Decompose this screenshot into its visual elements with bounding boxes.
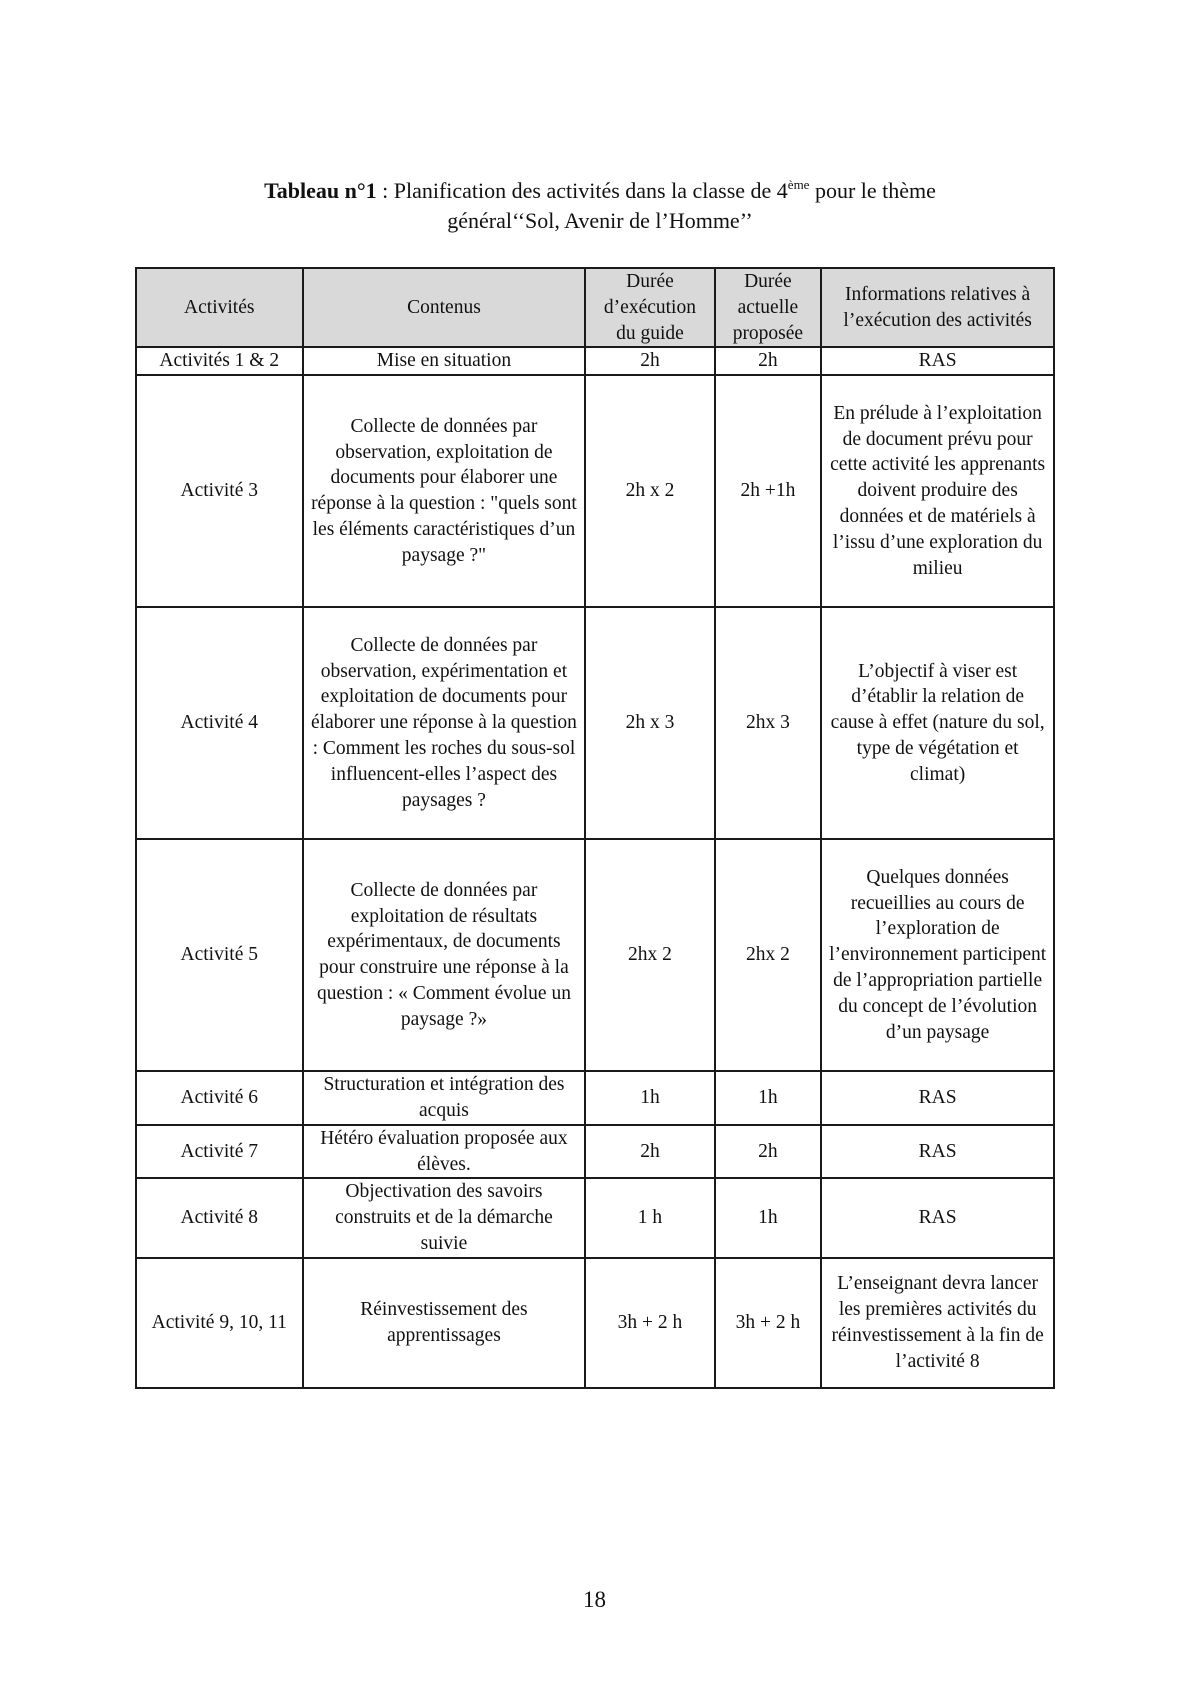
cell-activite: Activité 7 [136, 1125, 303, 1179]
cell-informations: RAS [821, 1071, 1054, 1125]
cell-contenu: Objectivation des savoirs construits et de la démarche suivie [303, 1178, 586, 1257]
table-row [136, 1178, 1054, 1257]
cell-duree-guide: 1h [585, 1071, 714, 1125]
header-activites: Activités [136, 268, 303, 347]
cell-informations: L’enseignant devra lancer les premières activités du réinvestissement à la fin de l’activité 8 [821, 1258, 1054, 1388]
cell-duree-actuelle: 2hx 3 [715, 607, 822, 839]
caption-label: Tableau n°1 [264, 178, 377, 203]
cell-duree-actuelle: 2h [715, 347, 822, 375]
cell-duree-guide: 3h + 2 h [585, 1258, 714, 1388]
cell-duree-guide: 2hx 2 [585, 839, 714, 1071]
cell-contenu: Mise en situation [303, 347, 586, 375]
caption-text: : Planification des activités dans la classe de 4 [376, 178, 788, 203]
cell-contenu: Collecte de données par exploitation de résultats expérimentaux, de documents pour construire une réponse à la question : « Comment évolue un paysage ?» [303, 839, 586, 1071]
table-row [136, 1071, 1054, 1125]
cell-duree-guide: 2h x 2 [585, 375, 714, 607]
cell-contenu: Collecte de données par observation, exploitation de documents pour élaborer une réponse à la question : "quels sont les éléments caractéristiques d’un paysage ?" [303, 375, 586, 607]
table-header-row [136, 268, 1054, 347]
cell-duree-guide: 2h x 3 [585, 607, 714, 839]
header-informations: Informations relatives à l’exécution des activités [821, 268, 1054, 347]
caption-superscript: ème [787, 177, 810, 192]
cell-activite: Activité 4 [136, 607, 303, 839]
cell-duree-actuelle: 1h [715, 1178, 822, 1257]
cell-activite: Activité 5 [136, 839, 303, 1071]
planning-table [135, 267, 1055, 1389]
table-row [136, 347, 1054, 375]
cell-informations: En prélude à l’exploitation de document prévu pour cette activité les apprenants doivent produire des données et de matériels à l’issu d’une exploration du milieu [821, 375, 1054, 607]
cell-contenu: Réinvestissement des apprentissages [303, 1258, 586, 1388]
caption-text-end: pour le thème [809, 178, 936, 203]
cell-activite: Activité 9, 10, 11 [136, 1258, 303, 1388]
header-duree-guide: Durée d’exécution du guide [585, 268, 714, 347]
cell-duree-actuelle: 1h [715, 1071, 822, 1125]
table-row [136, 1125, 1054, 1179]
cell-duree-actuelle: 2h +1h [715, 375, 822, 607]
table-caption [150, 176, 1050, 236]
header-duree-actuelle: Durée actuelle proposée [715, 268, 822, 347]
cell-informations: L’objectif à viser est d’établir la relation de cause à effet (nature du sol, type de végétation et climat) [821, 607, 1054, 839]
cell-duree-actuelle: 2h [715, 1125, 822, 1179]
caption-line-1 [150, 176, 1050, 206]
cell-activite: Activités 1 & 2 [136, 347, 303, 375]
cell-duree-actuelle: 3h + 2 h [715, 1258, 822, 1388]
cell-informations: Quelques données recueillies au cours de l’exploration de l’environnement participent de l’appropriation partielle du concept de l’évolution d’un paysage [821, 839, 1054, 1071]
cell-informations: RAS [821, 347, 1054, 375]
cell-contenu: Hétéro évaluation proposée aux élèves. [303, 1125, 586, 1179]
page-number: 18 [583, 1587, 606, 1612]
cell-activite: Activité 3 [136, 375, 303, 607]
table-row [136, 607, 1054, 839]
cell-duree-guide: 2h [585, 347, 714, 375]
cell-activite: Activité 6 [136, 1071, 303, 1125]
table-row [136, 375, 1054, 607]
cell-duree-guide: 1 h [585, 1178, 714, 1257]
cell-informations: RAS [821, 1178, 1054, 1257]
cell-duree-guide: 2h [585, 1125, 714, 1179]
table-row [136, 839, 1054, 1071]
header-contenus: Contenus [303, 268, 586, 347]
caption-line-2: général‘‘Sol, Avenir de l’Homme’’ [447, 208, 753, 233]
cell-contenu: Collecte de données par observation, expérimentation et exploitation de documents pour élaborer une réponse à la question : Comment les roches du sous-sol influencent-elles l’aspect des paysages ? [303, 607, 586, 839]
cell-contenu: Structuration et intégration des acquis [303, 1071, 586, 1125]
cell-informations: RAS [821, 1125, 1054, 1179]
cell-duree-actuelle: 2hx 2 [715, 839, 822, 1071]
table-row [136, 1258, 1054, 1388]
cell-activite: Activité 8 [136, 1178, 303, 1257]
